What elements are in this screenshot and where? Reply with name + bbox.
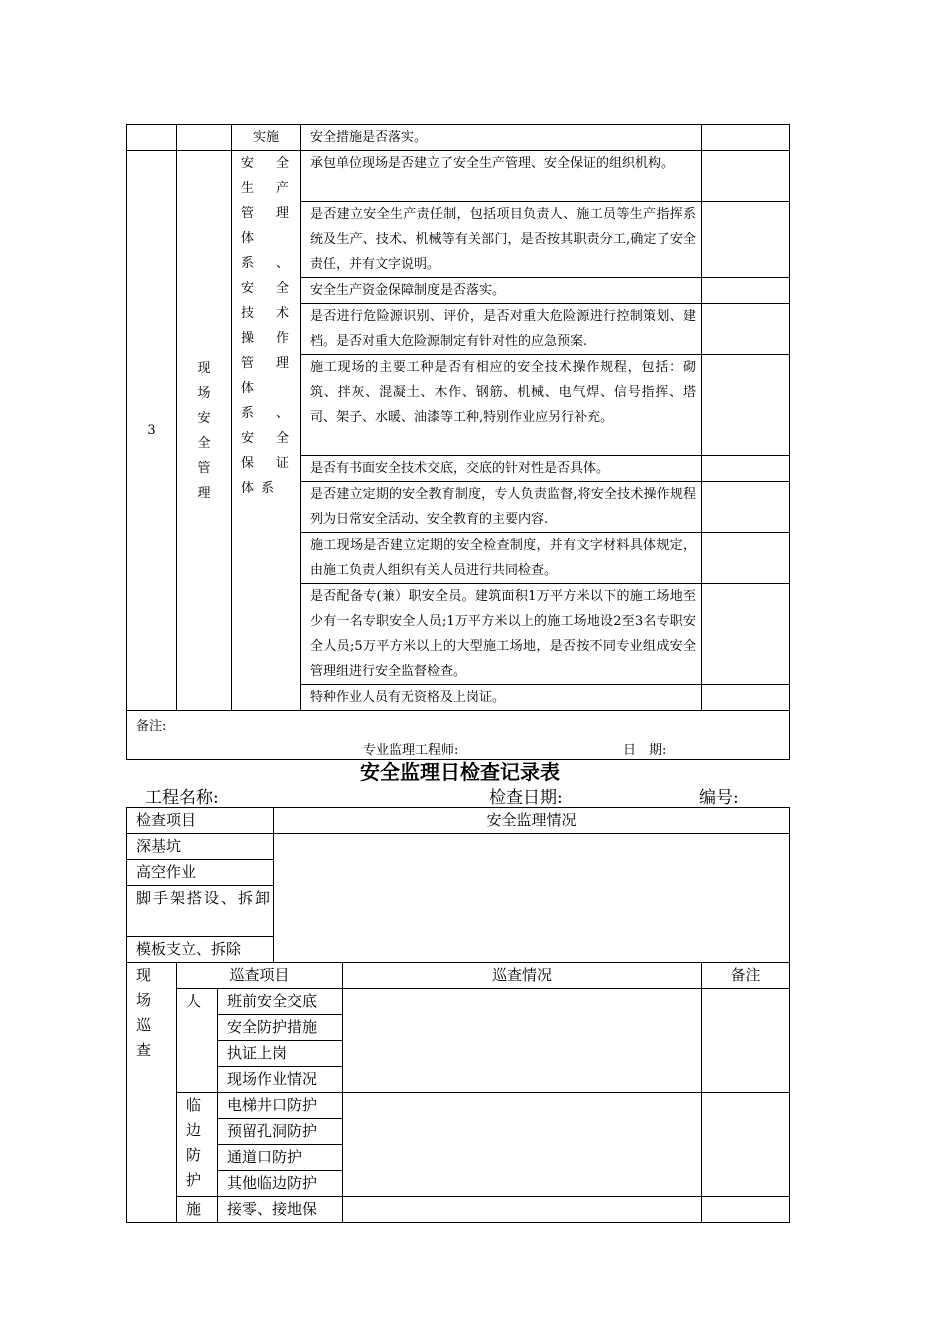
patrol-situation-input[interactable] (343, 1197, 702, 1223)
patrol-group-label: 临边防护 (186, 1096, 202, 1189)
patrol-situation-input[interactable] (343, 1093, 702, 1197)
check-item: 安全生产资金保障制度是否落实。 (301, 278, 702, 304)
section-number: 3 (127, 151, 177, 711)
result-cell[interactable] (702, 202, 790, 278)
patrol-item: 安全防护措施 (218, 1015, 343, 1041)
patrol-label: 现场巡查 (136, 966, 152, 1059)
result-cell[interactable] (702, 125, 790, 151)
check-item: 是否有书面安全技术交底，交底的针对性是否具体。 (301, 456, 702, 482)
check-item-header: 检查项目 (127, 808, 274, 834)
patrol-item: 执证上岗 (218, 1041, 343, 1067)
table-row (127, 989, 790, 1015)
check-item: 模板支立、拆除 (127, 937, 274, 963)
patrol-item: 电梯井口防护 (218, 1093, 343, 1119)
table-row (127, 808, 790, 834)
patrol-note-input[interactable] (702, 1197, 790, 1223)
result-cell[interactable] (702, 685, 790, 711)
check-item: 是否配备专(兼）职安全员。建筑面积1万平方米以下的施工场地至少有一名专职安全人员;1万平方米以上的施工场地设2至3名专职安全人员;5万平方米以上的大型施工场地，是否按不同专业组成安全管理组进行安全监督检查。 (301, 584, 702, 685)
table-row (127, 1197, 790, 1223)
check-item: 是否建立定期的安全教育制度，专人负责监督,将安全技术操作规程列为日常安全活动、安全教育的主要内容. (301, 482, 702, 533)
check-date-label: 检查日期: (489, 788, 563, 808)
patrol-situation-header: 巡查情况 (343, 963, 702, 989)
result-cell[interactable] (702, 533, 790, 584)
section-category: 现场安全管理 (197, 360, 211, 501)
check-item: 高空作业 (127, 860, 274, 886)
patrol-note-input[interactable] (702, 989, 790, 1093)
patrol-group-label: 施 (186, 1200, 202, 1218)
patrol-item: 通道口防护 (218, 1145, 343, 1171)
sub-implementation: 实施 (232, 125, 301, 151)
engineer-signature-label: 专业监理工程师: (363, 743, 459, 758)
check-item: 是否建立安全生产责任制，包括项目负责人、施工员等生产指挥系统及生产、技术、机械等有关部门，是否按其职责分工,确定了安全责任，并有文字说明。 (301, 202, 702, 278)
patrol-item: 接零、接地保 (218, 1197, 343, 1223)
check-item: 施工现场是否建立定期的安全检查制度，并有文字材料具体规定，由施工负责人组织有关人员进行共同检查。 (301, 533, 702, 584)
check-item: 脚手架搭设、拆卸 (127, 886, 274, 937)
patrol-item: 预留孔洞防护 (218, 1119, 343, 1145)
table-row (127, 834, 790, 860)
table-row (127, 151, 790, 202)
project-name-label: 工程名称: (145, 788, 219, 808)
situation-header: 安全监理情况 (274, 808, 790, 834)
date-label: 日 期: (623, 743, 667, 758)
patrol-item: 班前安全交底 (218, 989, 343, 1015)
patrol-item-header: 巡查项目 (177, 963, 343, 989)
safety-checklist-table (126, 124, 790, 760)
result-cell[interactable] (702, 304, 790, 355)
patrol-note-header: 备注 (702, 963, 790, 989)
result-cell[interactable] (702, 151, 790, 202)
situation-input[interactable] (274, 834, 790, 963)
daily-inspection-table (126, 807, 790, 1223)
form-title: 安全监理日检查记录表 (360, 760, 560, 784)
table-row (127, 125, 790, 151)
table-row (127, 963, 790, 989)
check-item: 承包单位现场是否建立了安全生产管理、安全保证的组织机构。 (301, 151, 702, 202)
check-item: 是否进行危险源识别、评价，是否对重大危险源进行控制策划、建档。是否对重大危险源制定有针对性的应急预案. (301, 304, 702, 355)
patrol-note-input[interactable] (702, 1093, 790, 1197)
number-label: 编号: (699, 788, 739, 808)
result-cell[interactable] (702, 278, 790, 304)
patrol-situation-input[interactable] (343, 989, 702, 1093)
check-item: 施工现场的主要工种是否有相应的安全技术操作规程，包括：砌筑、拌灰、混凝土、木作、钢筋、机械、电气焊、信号指挥、塔司、架子、水暖、油漆等工种,特别作业应另行补充。 (301, 355, 702, 456)
patrol-item: 其他临边防护 (218, 1171, 343, 1197)
section-subcategory: 安全生产管理体系、安全技术操作管理体系、安全保证体系 (241, 156, 296, 496)
result-cell[interactable] (702, 482, 790, 533)
check-item: 深基坑 (127, 834, 274, 860)
remarks-label: 备注: (136, 719, 167, 734)
result-cell[interactable] (702, 355, 790, 456)
result-cell[interactable] (702, 456, 790, 482)
remarks-row (127, 711, 790, 760)
patrol-group-label: 人 (186, 992, 202, 1010)
result-cell[interactable] (702, 584, 790, 685)
table-row (127, 1093, 790, 1119)
patrol-item: 现场作业情况 (218, 1067, 343, 1093)
check-item: 安全措施是否落实。 (301, 125, 702, 151)
check-item: 特种作业人员有无资格及上岗证。 (301, 685, 702, 711)
